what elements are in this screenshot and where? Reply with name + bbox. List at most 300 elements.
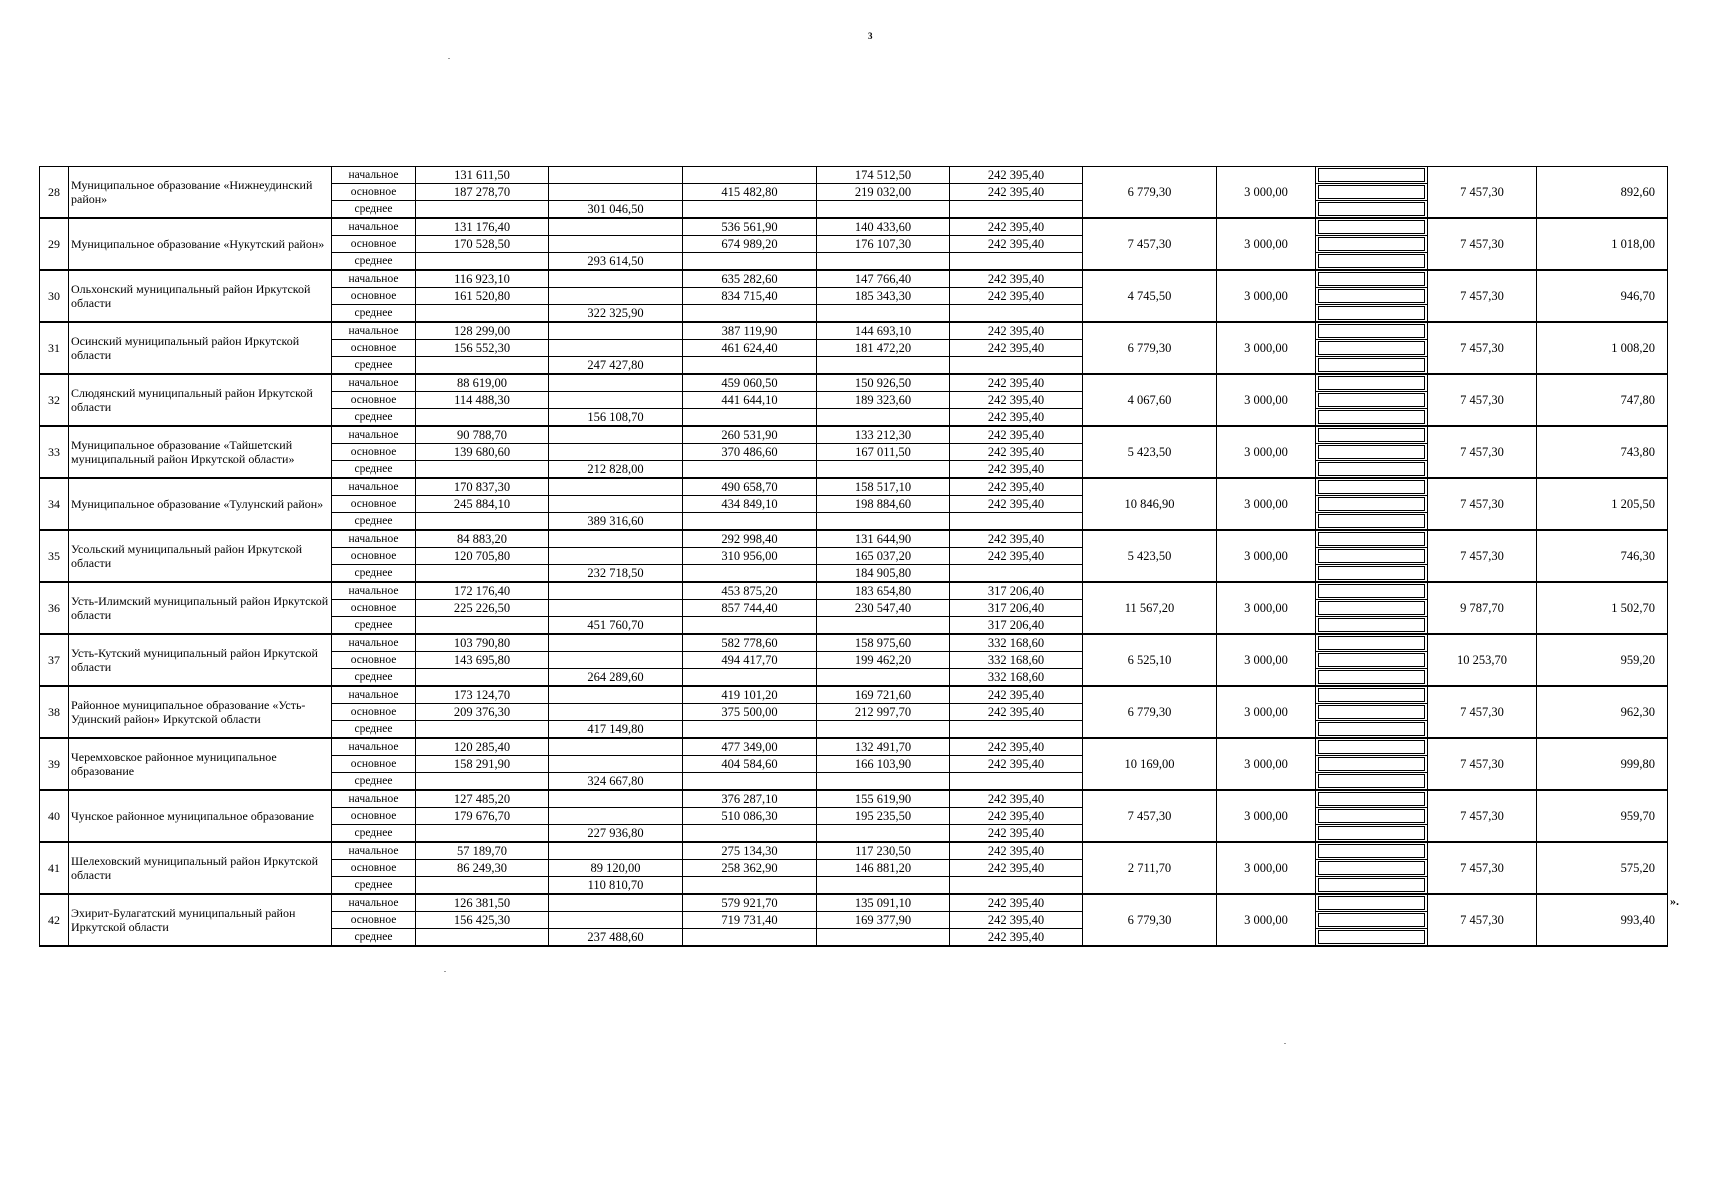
municipality-name: Слюдянский муниципальный район Иркутской области bbox=[69, 374, 332, 426]
value-col-3: 275 134,30 bbox=[683, 842, 817, 860]
value-col-9: 746,30 bbox=[1537, 530, 1668, 582]
value-col-3 bbox=[683, 669, 817, 687]
table-row bbox=[40, 167, 1668, 184]
education-level: среднее bbox=[332, 617, 416, 635]
value-col-5 bbox=[950, 201, 1083, 219]
empty-column-cell bbox=[1316, 426, 1428, 444]
value-col-3 bbox=[683, 167, 817, 184]
education-level: начальное bbox=[332, 322, 416, 340]
empty-box bbox=[1318, 792, 1425, 806]
municipality-group bbox=[40, 686, 1668, 738]
value-col-7: 3 000,00 bbox=[1217, 790, 1316, 842]
empty-column-cell bbox=[1316, 704, 1428, 721]
value-col-1: 84 883,20 bbox=[416, 530, 549, 548]
value-col-5: 242 395,40 bbox=[950, 842, 1083, 860]
empty-column-cell bbox=[1316, 721, 1428, 739]
value-col-5: 242 395,40 bbox=[950, 704, 1083, 721]
value-col-3: 434 849,10 bbox=[683, 496, 817, 513]
empty-box bbox=[1318, 410, 1425, 424]
empty-column-cell bbox=[1316, 877, 1428, 895]
empty-box bbox=[1318, 688, 1425, 702]
empty-column-cell bbox=[1316, 548, 1428, 565]
value-col-2: 227 936,80 bbox=[549, 825, 683, 843]
empty-column-cell bbox=[1316, 860, 1428, 877]
empty-box bbox=[1318, 913, 1425, 927]
municipality-group bbox=[40, 790, 1668, 842]
value-col-7: 3 000,00 bbox=[1217, 218, 1316, 270]
empty-column-cell bbox=[1316, 738, 1428, 756]
empty-column-cell bbox=[1316, 912, 1428, 929]
value-col-8: 7 457,30 bbox=[1428, 167, 1537, 219]
education-level: среднее bbox=[332, 253, 416, 271]
value-col-3 bbox=[683, 461, 817, 479]
value-col-2: 451 760,70 bbox=[549, 617, 683, 635]
municipality-name: Усть-Илимский муниципальный район Иркутской области bbox=[69, 582, 332, 634]
municipality-name: Шелеховский муниципальный район Иркутской области bbox=[69, 842, 332, 894]
value-col-5: 242 395,40 bbox=[950, 322, 1083, 340]
value-col-9: 999,80 bbox=[1537, 738, 1668, 790]
empty-box bbox=[1318, 462, 1425, 476]
value-col-2 bbox=[549, 218, 683, 236]
value-col-1: 170 528,50 bbox=[416, 236, 549, 253]
municipality-group bbox=[40, 738, 1668, 790]
table-row bbox=[40, 218, 1668, 236]
value-col-5: 332 168,60 bbox=[950, 634, 1083, 652]
row-number: 33 bbox=[40, 426, 69, 478]
value-col-6: 10 169,00 bbox=[1083, 738, 1217, 790]
empty-column-cell bbox=[1316, 201, 1428, 219]
value-col-4: 165 037,20 bbox=[817, 548, 950, 565]
value-col-9: 1 018,00 bbox=[1537, 218, 1668, 270]
value-col-2: 324 667,80 bbox=[549, 773, 683, 791]
empty-box bbox=[1318, 774, 1425, 788]
value-col-2 bbox=[549, 686, 683, 704]
value-col-3: 582 778,60 bbox=[683, 634, 817, 652]
empty-box bbox=[1318, 202, 1425, 216]
empty-column-cell bbox=[1316, 167, 1428, 184]
table-row bbox=[40, 322, 1668, 340]
municipality-group bbox=[40, 894, 1668, 946]
row-number: 35 bbox=[40, 530, 69, 582]
value-col-4: 169 377,90 bbox=[817, 912, 950, 929]
municipality-name: Муниципальное образование «Тулунский район» bbox=[69, 478, 332, 530]
empty-column-cell bbox=[1316, 825, 1428, 843]
value-col-1 bbox=[416, 305, 549, 323]
empty-box bbox=[1318, 341, 1425, 355]
value-col-2 bbox=[549, 392, 683, 409]
value-col-2 bbox=[549, 634, 683, 652]
value-col-3: 376 287,10 bbox=[683, 790, 817, 808]
municipality-name: Районное муниципальное образование «Усть-Удинский район» Иркутской области bbox=[69, 686, 332, 738]
empty-box bbox=[1318, 428, 1425, 442]
education-level: основное bbox=[332, 808, 416, 825]
empty-box bbox=[1318, 272, 1425, 286]
value-col-6: 2 711,70 bbox=[1083, 842, 1217, 894]
value-col-9: 959,20 bbox=[1537, 634, 1668, 686]
value-col-1 bbox=[416, 461, 549, 479]
value-col-1: 172 176,40 bbox=[416, 582, 549, 600]
value-col-4 bbox=[817, 409, 950, 427]
row-number: 31 bbox=[40, 322, 69, 374]
value-col-6: 6 779,30 bbox=[1083, 322, 1217, 374]
empty-box bbox=[1318, 757, 1425, 771]
empty-column-cell bbox=[1316, 773, 1428, 791]
empty-column-cell bbox=[1316, 270, 1428, 288]
education-level: основное bbox=[332, 288, 416, 305]
empty-column-cell bbox=[1316, 357, 1428, 375]
value-col-3 bbox=[683, 825, 817, 843]
value-col-2 bbox=[549, 426, 683, 444]
empty-column-cell bbox=[1316, 929, 1428, 947]
value-col-4 bbox=[817, 617, 950, 635]
value-col-3: 674 989,20 bbox=[683, 236, 817, 253]
empty-box bbox=[1318, 393, 1425, 407]
value-col-5: 242 395,40 bbox=[950, 236, 1083, 253]
value-col-7: 3 000,00 bbox=[1217, 374, 1316, 426]
municipality-group bbox=[40, 634, 1668, 686]
empty-column-cell bbox=[1316, 340, 1428, 357]
value-col-3 bbox=[683, 357, 817, 375]
empty-box bbox=[1318, 532, 1425, 546]
value-col-3: 536 561,90 bbox=[683, 218, 817, 236]
education-level: начальное bbox=[332, 634, 416, 652]
value-col-4: 212 997,70 bbox=[817, 704, 950, 721]
education-level: основное bbox=[332, 860, 416, 877]
value-col-9: 747,80 bbox=[1537, 374, 1668, 426]
value-col-4 bbox=[817, 773, 950, 791]
value-col-9: 946,70 bbox=[1537, 270, 1668, 322]
value-col-4: 189 323,60 bbox=[817, 392, 950, 409]
municipality-group bbox=[40, 478, 1668, 530]
value-col-2 bbox=[549, 600, 683, 617]
value-col-1: 116 923,10 bbox=[416, 270, 549, 288]
value-col-2: 264 289,60 bbox=[549, 669, 683, 687]
value-col-2 bbox=[549, 340, 683, 357]
municipality-name: Ольхонский муниципальный район Иркутской области bbox=[69, 270, 332, 322]
value-col-2 bbox=[549, 167, 683, 184]
value-col-3: 292 998,40 bbox=[683, 530, 817, 548]
value-col-4: 158 517,10 bbox=[817, 478, 950, 496]
value-col-5 bbox=[950, 357, 1083, 375]
distribution-table bbox=[39, 166, 1668, 947]
value-col-4: 167 011,50 bbox=[817, 444, 950, 461]
value-col-3: 375 500,00 bbox=[683, 704, 817, 721]
value-col-2 bbox=[549, 652, 683, 669]
empty-column-cell bbox=[1316, 565, 1428, 583]
table-row bbox=[40, 426, 1668, 444]
value-col-2 bbox=[549, 270, 683, 288]
value-col-3: 719 731,40 bbox=[683, 912, 817, 929]
empty-box bbox=[1318, 480, 1425, 494]
value-col-9: 993,40 bbox=[1537, 894, 1668, 946]
value-col-3: 834 715,40 bbox=[683, 288, 817, 305]
value-col-4: 176 107,30 bbox=[817, 236, 950, 253]
value-col-1: 120 285,40 bbox=[416, 738, 549, 756]
municipality-name: Осинский муниципальный район Иркутской области bbox=[69, 322, 332, 374]
empty-column-cell bbox=[1316, 478, 1428, 496]
empty-column-cell bbox=[1316, 652, 1428, 669]
value-col-2 bbox=[549, 738, 683, 756]
value-col-2 bbox=[549, 756, 683, 773]
scan-speck bbox=[444, 971, 446, 972]
value-col-5: 242 395,40 bbox=[950, 167, 1083, 184]
municipality-group bbox=[40, 582, 1668, 634]
value-col-5: 317 206,40 bbox=[950, 617, 1083, 635]
row-number: 28 bbox=[40, 167, 69, 219]
value-col-5 bbox=[950, 305, 1083, 323]
education-level: основное bbox=[332, 652, 416, 669]
value-col-2: 301 046,50 bbox=[549, 201, 683, 219]
value-col-7: 3 000,00 bbox=[1217, 530, 1316, 582]
value-col-3 bbox=[683, 201, 817, 219]
value-col-1: 156 552,30 bbox=[416, 340, 549, 357]
value-col-3: 579 921,70 bbox=[683, 894, 817, 912]
empty-column-cell bbox=[1316, 634, 1428, 652]
municipality-group bbox=[40, 530, 1668, 582]
municipality-group bbox=[40, 842, 1668, 894]
value-col-8: 7 457,30 bbox=[1428, 790, 1537, 842]
table-row bbox=[40, 374, 1668, 392]
value-col-5: 242 395,40 bbox=[950, 756, 1083, 773]
value-col-1: 187 278,70 bbox=[416, 184, 549, 201]
education-level: среднее bbox=[332, 513, 416, 531]
value-col-5: 242 395,40 bbox=[950, 929, 1083, 947]
value-col-5: 242 395,40 bbox=[950, 270, 1083, 288]
value-col-8: 7 457,30 bbox=[1428, 842, 1537, 894]
value-col-4: 158 975,60 bbox=[817, 634, 950, 652]
value-col-9: 959,70 bbox=[1537, 790, 1668, 842]
value-col-1 bbox=[416, 877, 549, 895]
education-level: основное bbox=[332, 444, 416, 461]
empty-box bbox=[1318, 497, 1425, 511]
value-col-5: 242 395,40 bbox=[950, 686, 1083, 704]
value-col-4: 133 212,30 bbox=[817, 426, 950, 444]
table-row bbox=[40, 686, 1668, 704]
value-col-1: 131 611,50 bbox=[416, 167, 549, 184]
value-col-2: 89 120,00 bbox=[549, 860, 683, 877]
empty-box bbox=[1318, 358, 1425, 372]
value-col-1 bbox=[416, 513, 549, 531]
empty-box bbox=[1318, 237, 1425, 251]
education-level: начальное bbox=[332, 478, 416, 496]
value-col-4: 155 619,90 bbox=[817, 790, 950, 808]
municipality-name: Черемховское районное муниципальное образование bbox=[69, 738, 332, 790]
value-col-4: 146 881,20 bbox=[817, 860, 950, 877]
empty-column-cell bbox=[1316, 669, 1428, 687]
value-col-1: 209 376,30 bbox=[416, 704, 549, 721]
value-col-1: 225 226,50 bbox=[416, 600, 549, 617]
value-col-4 bbox=[817, 929, 950, 947]
value-col-5: 242 395,40 bbox=[950, 184, 1083, 201]
value-col-9: 892,60 bbox=[1537, 167, 1668, 219]
value-col-8: 7 457,30 bbox=[1428, 322, 1537, 374]
value-col-4 bbox=[817, 253, 950, 271]
value-col-5: 242 395,40 bbox=[950, 912, 1083, 929]
value-col-6: 7 457,30 bbox=[1083, 218, 1217, 270]
value-col-5: 242 395,40 bbox=[950, 392, 1083, 409]
value-col-1 bbox=[416, 825, 549, 843]
value-col-2: 417 149,80 bbox=[549, 721, 683, 739]
value-col-6: 10 846,90 bbox=[1083, 478, 1217, 530]
value-col-9: 1 502,70 bbox=[1537, 582, 1668, 634]
value-col-3 bbox=[683, 513, 817, 531]
value-col-3: 310 956,00 bbox=[683, 548, 817, 565]
value-col-3 bbox=[683, 929, 817, 947]
value-col-2: 232 718,50 bbox=[549, 565, 683, 583]
value-col-2 bbox=[549, 704, 683, 721]
empty-column-cell bbox=[1316, 790, 1428, 808]
value-col-8: 7 457,30 bbox=[1428, 738, 1537, 790]
value-col-6: 6 779,30 bbox=[1083, 686, 1217, 738]
value-col-1: 173 124,70 bbox=[416, 686, 549, 704]
value-col-1: 114 488,30 bbox=[416, 392, 549, 409]
row-number: 40 bbox=[40, 790, 69, 842]
value-col-8: 7 457,30 bbox=[1428, 686, 1537, 738]
education-level: начальное bbox=[332, 582, 416, 600]
value-col-6: 6 779,30 bbox=[1083, 894, 1217, 946]
value-col-5 bbox=[950, 565, 1083, 583]
value-col-5: 317 206,40 bbox=[950, 600, 1083, 617]
value-col-7: 3 000,00 bbox=[1217, 167, 1316, 219]
table-row bbox=[40, 634, 1668, 652]
empty-box bbox=[1318, 220, 1425, 234]
education-level: среднее bbox=[332, 461, 416, 479]
value-col-4 bbox=[817, 721, 950, 739]
value-col-2 bbox=[549, 374, 683, 392]
empty-box bbox=[1318, 584, 1425, 598]
closing-quote-mark: ». bbox=[1670, 894, 1679, 908]
value-col-5: 242 395,40 bbox=[950, 409, 1083, 427]
value-col-1: 128 299,00 bbox=[416, 322, 549, 340]
empty-column-cell bbox=[1316, 582, 1428, 600]
value-col-4: 131 644,90 bbox=[817, 530, 950, 548]
value-col-7: 3 000,00 bbox=[1217, 582, 1316, 634]
value-col-3 bbox=[683, 617, 817, 635]
empty-box bbox=[1318, 566, 1425, 580]
municipality-group bbox=[40, 426, 1668, 478]
row-number: 42 bbox=[40, 894, 69, 946]
value-col-1: 131 176,40 bbox=[416, 218, 549, 236]
value-col-9: 1 008,20 bbox=[1537, 322, 1668, 374]
row-number: 36 bbox=[40, 582, 69, 634]
education-level: начальное bbox=[332, 530, 416, 548]
value-col-3 bbox=[683, 409, 817, 427]
value-col-9: 743,80 bbox=[1537, 426, 1668, 478]
value-col-3: 510 086,30 bbox=[683, 808, 817, 825]
value-col-8: 7 457,30 bbox=[1428, 530, 1537, 582]
value-col-5: 317 206,40 bbox=[950, 582, 1083, 600]
value-col-2: 110 810,70 bbox=[549, 877, 683, 895]
value-col-4: 219 032,00 bbox=[817, 184, 950, 201]
empty-box bbox=[1318, 168, 1425, 182]
education-level: начальное bbox=[332, 738, 416, 756]
municipality-group bbox=[40, 374, 1668, 426]
value-col-3: 419 101,20 bbox=[683, 686, 817, 704]
row-number: 30 bbox=[40, 270, 69, 322]
empty-column-cell bbox=[1316, 530, 1428, 548]
value-col-5: 242 395,40 bbox=[950, 478, 1083, 496]
value-col-4 bbox=[817, 201, 950, 219]
value-col-5: 242 395,40 bbox=[950, 288, 1083, 305]
value-col-4: 140 433,60 bbox=[817, 218, 950, 236]
empty-box bbox=[1318, 844, 1425, 858]
value-col-5: 242 395,40 bbox=[950, 548, 1083, 565]
value-col-2: 247 427,80 bbox=[549, 357, 683, 375]
value-col-6: 6 525,10 bbox=[1083, 634, 1217, 686]
value-col-4: 144 693,10 bbox=[817, 322, 950, 340]
value-col-4: 132 491,70 bbox=[817, 738, 950, 756]
empty-box bbox=[1318, 705, 1425, 719]
empty-box bbox=[1318, 601, 1425, 615]
education-level: начальное bbox=[332, 894, 416, 912]
value-col-5: 242 395,40 bbox=[950, 825, 1083, 843]
value-col-2 bbox=[549, 790, 683, 808]
empty-column-cell bbox=[1316, 409, 1428, 427]
scan-speck bbox=[1284, 1043, 1286, 1044]
municipality-group bbox=[40, 322, 1668, 374]
value-col-7: 3 000,00 bbox=[1217, 686, 1316, 738]
education-level: среднее bbox=[332, 201, 416, 219]
value-col-8: 7 457,30 bbox=[1428, 426, 1537, 478]
value-col-3: 494 417,70 bbox=[683, 652, 817, 669]
empty-box bbox=[1318, 861, 1425, 875]
value-col-4: 199 462,20 bbox=[817, 652, 950, 669]
education-level: среднее bbox=[332, 669, 416, 687]
value-col-7: 3 000,00 bbox=[1217, 738, 1316, 790]
value-col-1: 86 249,30 bbox=[416, 860, 549, 877]
value-col-8: 7 457,30 bbox=[1428, 218, 1537, 270]
value-col-2 bbox=[549, 548, 683, 565]
value-col-3: 477 349,00 bbox=[683, 738, 817, 756]
value-col-1 bbox=[416, 565, 549, 583]
value-col-2 bbox=[549, 322, 683, 340]
value-col-1: 179 676,70 bbox=[416, 808, 549, 825]
value-col-3: 387 119,90 bbox=[683, 322, 817, 340]
empty-column-cell bbox=[1316, 184, 1428, 201]
empty-column-cell bbox=[1316, 513, 1428, 531]
value-col-3 bbox=[683, 253, 817, 271]
value-col-2: 237 488,60 bbox=[549, 929, 683, 947]
value-col-4: 147 766,40 bbox=[817, 270, 950, 288]
education-level: среднее bbox=[332, 929, 416, 947]
value-col-5: 242 395,40 bbox=[950, 738, 1083, 756]
education-level: основное bbox=[332, 704, 416, 721]
value-col-2 bbox=[549, 842, 683, 860]
scan-speck bbox=[448, 58, 450, 59]
education-level: начальное bbox=[332, 218, 416, 236]
value-col-4 bbox=[817, 357, 950, 375]
value-col-4: 135 091,10 bbox=[817, 894, 950, 912]
education-level: основное bbox=[332, 756, 416, 773]
empty-column-cell bbox=[1316, 288, 1428, 305]
value-col-7: 3 000,00 bbox=[1217, 270, 1316, 322]
empty-box bbox=[1318, 254, 1425, 268]
municipality-name: Муниципальное образование «Тайшетский муниципальный район Иркутской области» bbox=[69, 426, 332, 478]
row-number: 41 bbox=[40, 842, 69, 894]
value-col-1: 156 425,30 bbox=[416, 912, 549, 929]
value-col-8: 7 457,30 bbox=[1428, 894, 1537, 946]
municipality-name: Чунское районное муниципальное образование bbox=[69, 790, 332, 842]
value-col-1: 88 619,00 bbox=[416, 374, 549, 392]
value-col-5: 242 395,40 bbox=[950, 218, 1083, 236]
row-number: 34 bbox=[40, 478, 69, 530]
value-col-4 bbox=[817, 825, 950, 843]
value-col-5 bbox=[950, 513, 1083, 531]
empty-column-cell bbox=[1316, 686, 1428, 704]
empty-column-cell bbox=[1316, 374, 1428, 392]
value-col-3: 370 486,60 bbox=[683, 444, 817, 461]
value-col-6: 5 423,50 bbox=[1083, 530, 1217, 582]
